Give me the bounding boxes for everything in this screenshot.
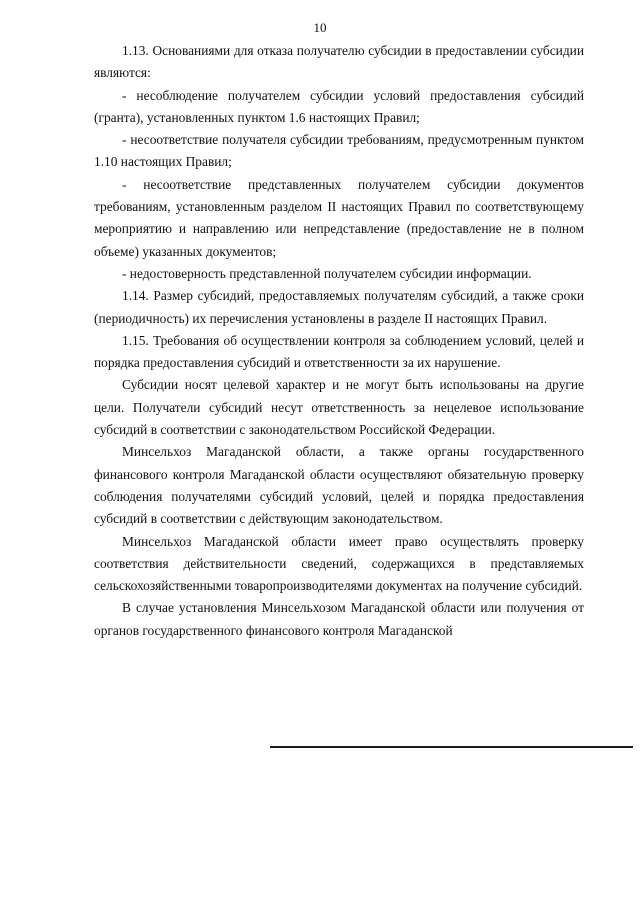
list-item-unreliable-information: - недостоверность представленной получателем субсидии информации. xyxy=(122,265,532,281)
paragraph-control-bodies: Минсельхоз Магаданской области, а также органы государственного финансового контроля Магаданской области осуществляют обязательную проверку соблюдения получателями субсидий условий, целей и порядка предоставления субсидий в соответствии с действующим законодательством. xyxy=(94,444,584,527)
bottom-divider-line xyxy=(270,746,633,748)
paragraph-1-13: 1.13. Основаниями для отказа получателю субсидии в предоставлении субсидии являются: xyxy=(94,43,584,81)
paragraph-verification-right: Минсельхоз Магаданской области имеет право осуществлять проверку соответствия действительности сведений, содержащихся в представляемых сельскохозяйственными товаропроизводителями документах на получение субсидий. xyxy=(94,533,584,594)
paragraph-1-14: 1.14. Размер субсидий, предоставляемых получателям субсидий, а также сроки (периодичность) их перечисления установлены в разделе II настоящих Правил. xyxy=(94,288,584,326)
document-body xyxy=(94,40,584,642)
paragraph-in-case-of: В случае установления Минсельхозом Магаданской области или получения от органов государственного финансового контроля Магаданской xyxy=(94,600,584,638)
page-number: 10 xyxy=(313,20,327,35)
list-item-documents-mismatch: - несоответствие представленных получателем субсидии документов требованиям, установленным разделом II настоящих Правил по соответствующему мероприятию и направлению или непредставление (предоставление не в полном объеме) указанных документов; xyxy=(94,176,584,259)
paragraph-targeted-use: Субсидии носят целевой характер и не могут быть использованы на другие цели. Получатели субсидий несут ответственность за нецелевое использование субсидий в соответствии с законодательством Российской Федерации. xyxy=(94,377,584,438)
paragraph-1-15: 1.15. Требования об осуществлении контроля за соблюдением условий, целей и порядка предоставления субсидий и ответственности за их нарушение. xyxy=(94,332,584,371)
list-item-noncompliance-requirements: - несоответствие получателя субсидии требованиям, предусмотренным пунктом 1.10 настоящих Правил; xyxy=(94,132,584,170)
list-item-noncompliance-conditions: - несоблюдение получателем субсидии условий предоставления субсидий (гранта), установленных пунктом 1.6 настоящих Правил; xyxy=(94,87,584,125)
